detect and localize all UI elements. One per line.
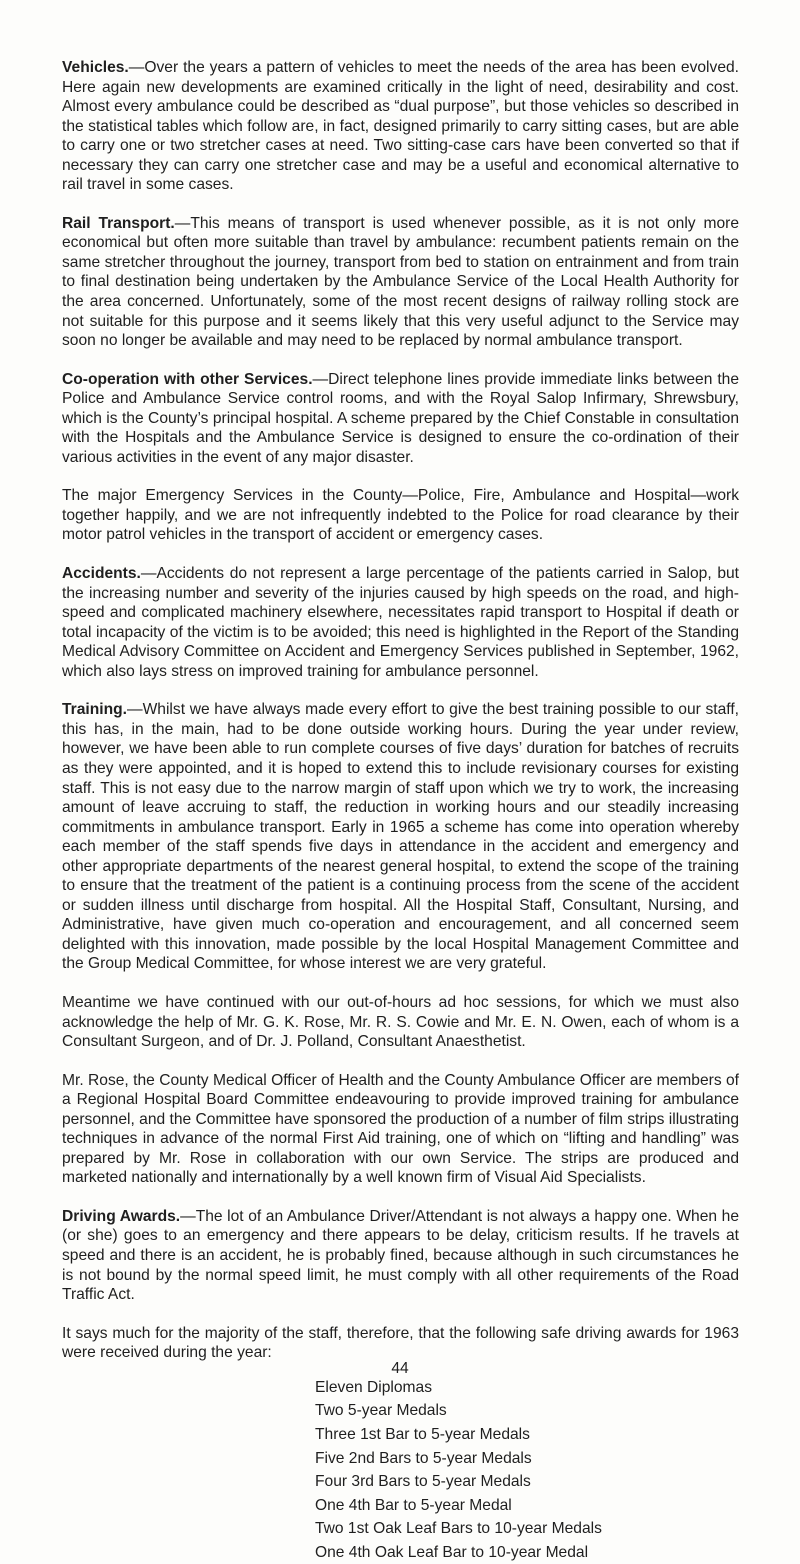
text-driving-awards: —The lot of an Ambulance Driver/Attendant is not always a happy one. When he (or she) goes to an emergency and there appears to be delay, criticism results. If he travels at speed and there is an accident, he is probably fined, because although in such circumstances he is not bound by the normal speed limit, he must comply with all other requirements of the Road Traffic Act.: [62, 1207, 739, 1304]
text-emergency-services: The major Emergency Services in the County—Police, Fire, Ambulance and Hospital—work together happily, and we are not infrequently indebted to the Police for road clearance by their motor patrol vehicles in the transport of accident or emergency cases.: [62, 487, 739, 544]
text-accidents: —Accidents do not represent a large percentage of the patients carried in Salop, but the increasing number and severity of the injuries caused by high speeds on the road, and high-speed and complicated machinery elsewhere, necessitates rapid transport to Hospital if death or total incapacity of the victim is to be avoided; this need is highlighted in the Report of the Standing Medical Advisory Committee on Accident and Emergency Services published in September, 1962, which also lays stress on improved training for ambulance personnel.: [62, 565, 739, 680]
paragraph-training: [62, 700, 739, 974]
paragraph-emergency-services: [62, 486, 739, 545]
text-vehicles: —Over the years a pattern of vehicles to meet the needs of the area has been evolved. Here again new developments are examined critically in the light of need, desirability and cost. Almost every ambulance could be described as “dual purpose”, but those vehicles so described in the statistical tables which follow are, in fact, designed primarily to carry sitting cases, but are able to carry one or two stretcher cases at need. Two sitting-case cars have been converted so that if necessary they can carry one stretcher case and may be a useful and economical alternative to rail travel in some cases.: [62, 59, 739, 194]
heading-vehicles: Vehicles.: [62, 59, 129, 76]
paragraph-rail-transport: [62, 214, 739, 351]
heading-driving-awards: Driving Awards.: [62, 1207, 181, 1225]
awards-list: [315, 1376, 739, 1564]
list-item: One 4th Bar to 5-year Medal: [315, 1496, 512, 1514]
text-awards-intro: It says much for the majority of the staff, therefore, that the following safe driving awards for 1963 were received during the year:: [62, 1324, 739, 1362]
list-item: Two 5-year Medals: [315, 1402, 447, 1420]
list-item: Four 3rd Bars to 5-year Medals: [315, 1473, 531, 1491]
list-item: Five 2nd Bars to 5-year Medals: [315, 1449, 532, 1467]
paragraph-awards-intro: [62, 1324, 739, 1363]
heading-accidents: Accidents.: [62, 565, 141, 583]
text-co-operation: —Direct telephone lines provide immediate links between the Police and Ambulance Service control rooms, and with the Royal Salop Infirmary, Shrewsbury, which is the County’s principal hospital. A scheme prepared by the Chief Constable in consultation with the Hospitals and the Ambulance Service is designed to ensure the co-ordination of their various activities in the event of any major disaster.: [62, 370, 739, 466]
paragraph-mr-rose: [62, 1071, 739, 1188]
text-meantime: Meantime we have continued with our out-of-hours ad hoc sessions, for which we must also acknowledge the help of Mr. G. K. Rose, Mr. R. S. Cowie and Mr. E. N. Owen, each of whom is a Consultant Surgeon, and of Dr. J. Polland, Consultant Anaesthetist.: [62, 993, 739, 1051]
page-number: 44: [391, 1360, 409, 1377]
text-rail-transport: —This means of transport is used whenever possible, as it is not only more economical but often more suitable than travel by ambulance: recumbent patients remain on the same stretcher throughout the journey, transport from bed to station on entrainment and from train to final destination being undertaken by the Ambulance Service of the Local Health Authority for the area concerned. Unfortunately, some of the most recent designs of railway rolling stock are not suitable for this purpose and it seems likely that this very useful adjunct to the Service may soon no longer be available and may need to be replaced by normal ambulance transport.: [62, 214, 739, 350]
heading-co-operation: Co-operation with other Services.: [62, 370, 313, 388]
list-item: Three 1st Bar to 5-year Medals: [315, 1425, 530, 1443]
heading-training: Training.: [62, 701, 127, 719]
paragraph-accidents: [62, 564, 739, 681]
list-item: Two 1st Oak Leaf Bars to 10-year Medals: [315, 1520, 602, 1538]
paragraph-meantime: [62, 993, 739, 1052]
document-page: [62, 58, 739, 1564]
list-item: Eleven Diplomas: [315, 1378, 433, 1396]
text-training: —Whilst we have always made every effort to give the best training possible to our staff, this has, in the main, had to be done outside working hours. During the year under review, however, we have been able to run complete courses of five days’ duration for batches of recruits as they were appointed, and it is hoped to extend this to include revisionary courses for existing staff. This is not easy due to the narrow margin of staff upon which we try to work, the increasing amount of leave accruing to staff, the reduction in working hours and our steadily increasing commitments in ambulance transport. Early in 1965 a scheme has come into operation whereby each member of the staff spends five days in attendance in the accident and emergency and other appropriate departments of the nearest general hospital, to extend the scope of the training to ensure that the treatment of the patient is a continuing process from the scene of the accident or sudden illness until discharge from hospital. All the Hospital Staff, Consultant, Nursing, and Administrative, have given much co-operation and encouragement, and all concerned seem delighted with this innovation, made possible by the local Hospital Management Committee and the Group Medical Committee, for whose interest we are very grateful.: [62, 701, 739, 973]
text-mr-rose: Mr. Rose, the County Medical Officer of Health and the County Ambulance Officer are members of a Regional Hospital Board Committee endeavouring to provide improved training for ambulance personnel, and the Committee have sponsored the production of a number of film strips illustrating techniques in advance of the normal First Aid training, one of which on “lifting and handling” was prepared by Mr. Rose in collaboration with our own Service. The strips are produced and marketed nationally and internationally by a well known firm of Visual Aid Specialists.: [62, 1071, 739, 1187]
paragraph-vehicles: [62, 58, 739, 195]
list-item: One 4th Oak Leaf Bar to 10-year Medal: [315, 1543, 589, 1561]
paragraph-driving-awards: [62, 1207, 739, 1305]
heading-rail-transport: Rail Transport.: [62, 214, 175, 232]
paragraph-co-operation: [62, 370, 739, 468]
